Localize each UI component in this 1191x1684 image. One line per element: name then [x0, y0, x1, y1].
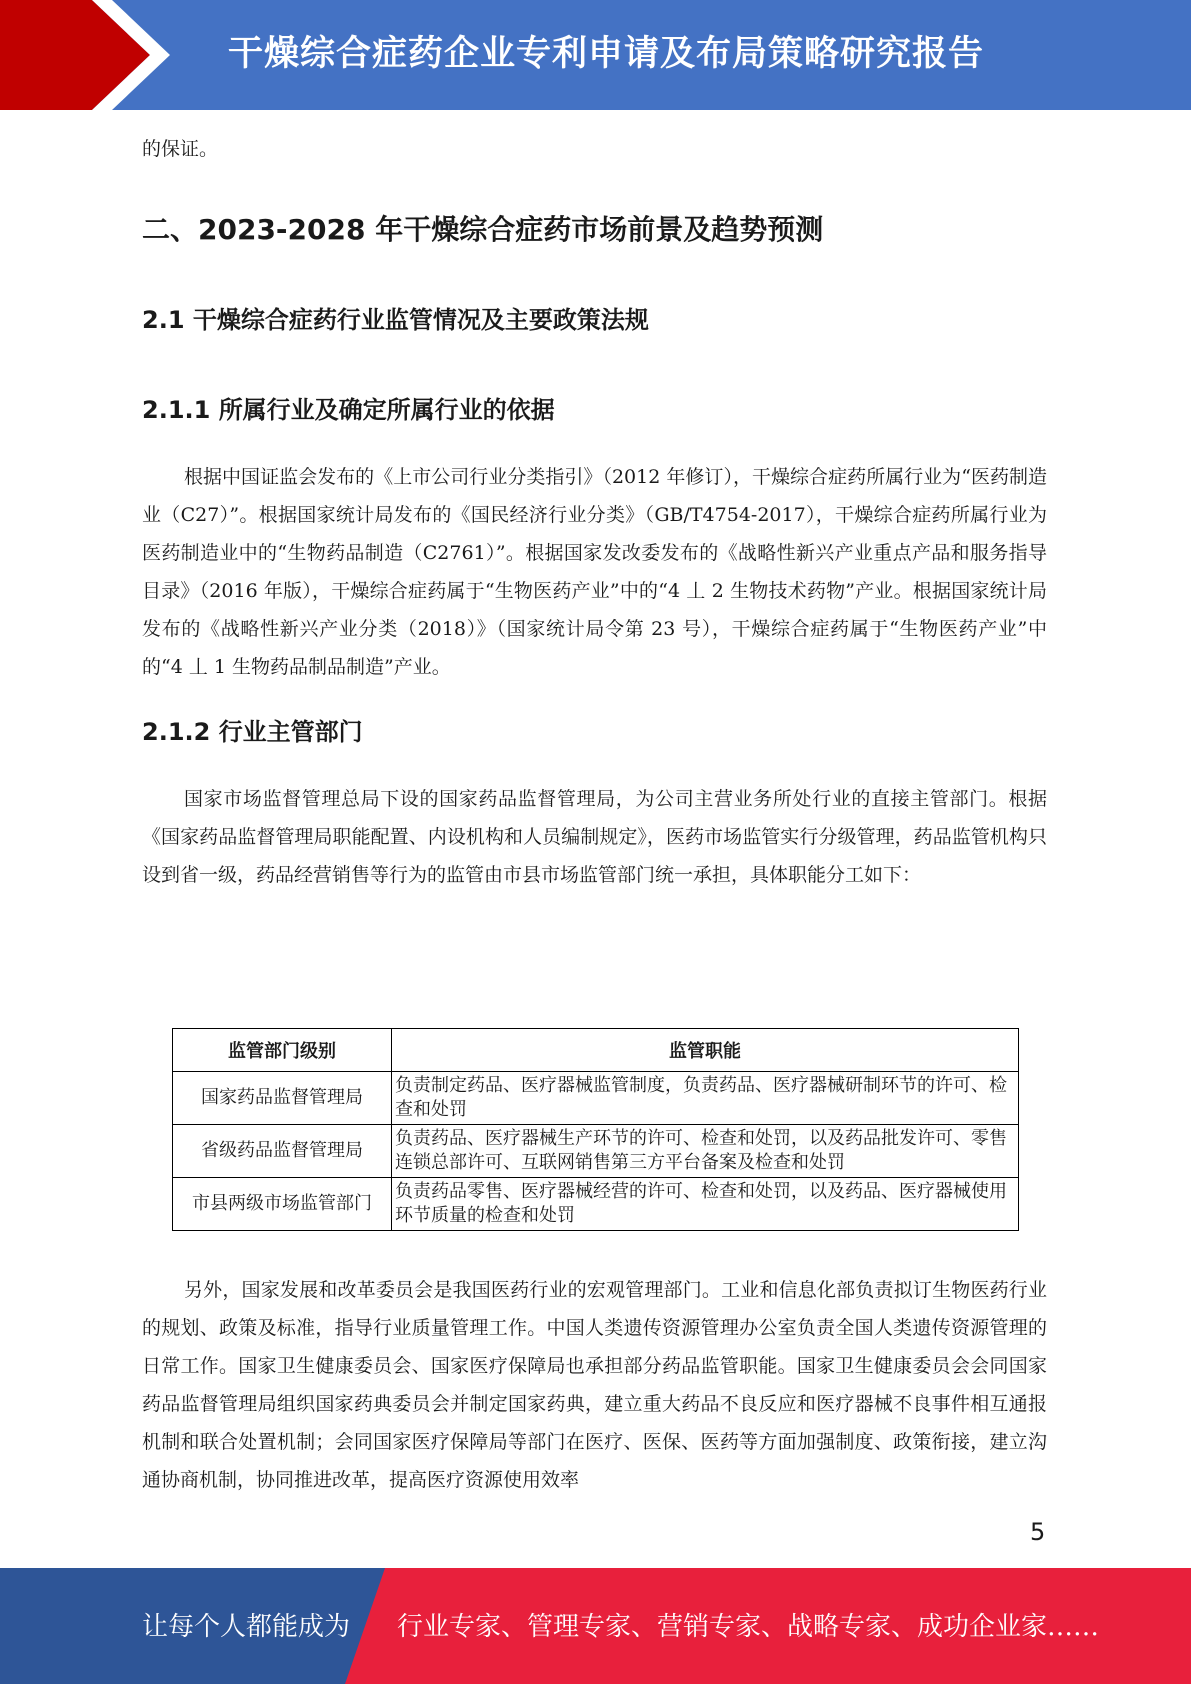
page-number: 5: [1030, 1518, 1046, 1546]
subsection-heading-2-1-1: 2.1.1 所属行业及确定所属行业的依据: [142, 396, 555, 424]
table-row: [173, 1125, 1019, 1178]
table-cell-level: 省级药品监督管理局: [173, 1125, 392, 1178]
subsection-heading-2-1: 2.1 干燥综合症药行业监管情况及主要政策法规: [142, 306, 649, 334]
table-header-row: [173, 1029, 1019, 1072]
section-heading: 二、2023-2028 年干燥综合症药市场前景及趋势预测: [142, 213, 824, 246]
table-cell-duty: 负责药品零售、医疗器械经营的许可、检查和处罚，以及药品、医疗器械使用环节质量的检查和处罚: [392, 1178, 1019, 1231]
table-cell-level: 市县两级市场监管部门: [173, 1178, 392, 1231]
regulation-table: [172, 1028, 1019, 1231]
table-header-level: 监管部门级别: [173, 1029, 392, 1072]
table-row: [173, 1072, 1019, 1125]
table-cell-level: 国家药品监督管理局: [173, 1072, 392, 1125]
report-title: 干燥综合症药企业专利申请及布局策略研究报告: [228, 34, 985, 74]
continuation-text: 的保证。: [142, 138, 219, 160]
table-row: [173, 1178, 1019, 1231]
table-cell-duty: 负责药品、医疗器械生产环节的许可、检查和处罚，以及药品批发许可、零售连锁总部许可、互联网销售第三方平台备案及检查和处罚: [392, 1125, 1019, 1178]
footer-slogan-left: 让每个人都能成为: [142, 1612, 351, 1642]
industry-classification-paragraph: 根据中国证监会发布的《上市公司行业分类指引》（2012 年修订），干燥综合症药所属行业为“医药制造业（C27）”。根据国家统计局发布的《国民经济行业分类》（GB/T4754-2017），干燥综合症药所属行业为医药制造业中的“生物药品制造（C2761）”。根据国家发改委发布的《战略性新兴产业重点产品和服务指导目录》（2016 年版），干燥综合症药属于“生物医药产业”中的“4 丄 2 生物技术药物”产业。根据国家统计局发布的《战略性新兴产业分类（2018）》（国家统计局令第 23 号），干燥综合症药属于“生物医药产业”中的“4 丄 1 生物药品制品制造”产业。: [142, 466, 1047, 678]
page-content: [142, 130, 1047, 894]
regulator-paragraph: 国家市场监督管理总局下设的国家药品监督管理局，为公司主营业务所处行业的直接主管部门。根据《国家药品监督管理局职能配置、内设机构和人员编制规定》，医药市场监管实行分级管理，药品监管机构只设到省一级，药品经营销售等行为的监管由市县市场监管部门统一承担，具体职能分工如下：: [142, 788, 1047, 886]
subsection-heading-2-1-2: 2.1.2 行业主管部门: [142, 718, 363, 746]
page-footer: [0, 1568, 1191, 1684]
footer-slogan-right: 行业专家、管理专家、营销专家、战略专家、成功企业家……: [397, 1612, 1100, 1642]
other-regulators-paragraph: 另外，国家发展和改革委员会是我国医药行业的宏观管理部门。工业和信息化部负责拟订生物医药行业的规划、政策及标准，指导行业质量管理工作。中国人类遗传资源管理办公室负责全国人类遗传资源管理的日常工作。国家卫生健康委员会、国家医疗保障局也承担部分药品监管职能。国家卫生健康委员会会同国家药品监督管理局组织国家药典委员会并制定国家药典，建立重大药品不良反应和医疗器械不良事件相互通报机制和联合处置机制；会同国家医疗保障局等部门在医疗、医保、医药等方面加强制度、政策衔接，建立沟通协商机制，协同推进改革，提高医疗资源使用效率: [142, 1279, 1047, 1491]
page-header: [0, 0, 1191, 110]
table-header-duty: 监管职能: [392, 1029, 1019, 1072]
table-cell-duty: 负责制定药品、医疗器械监管制度，负责药品、医疗器械研制环节的许可、检查和处罚: [392, 1072, 1019, 1125]
page-content-lower: [142, 1271, 1047, 1499]
